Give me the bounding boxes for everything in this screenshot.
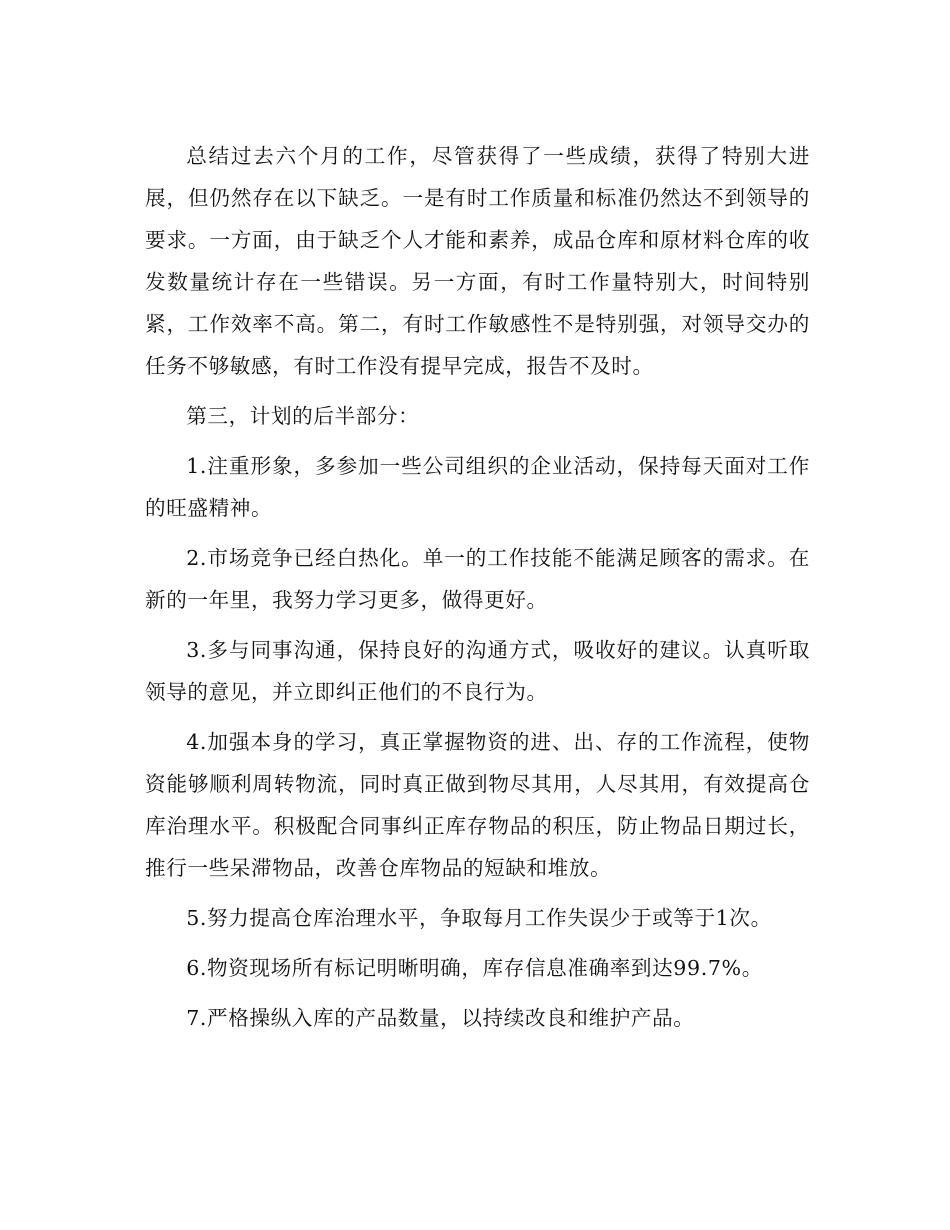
plan-item-6: 6.物资现场所有标记明晰明确，库存信息准确率到达99.7%。	[186, 956, 763, 980]
plan-heading-paragraph: 第三，计划的后半部分：	[186, 404, 420, 428]
document-body	[145, 135, 810, 1047]
plan-item-5: 5.努力提高仓库治理水平，争取每月工作失误少于或等于1次。	[186, 906, 772, 930]
plan-item-2: 2.市场竞争已经白热化。单一的工作技能不能满足顾客的需求。在新的一年里，我努力学习更多，做得更好。	[145, 546, 810, 612]
plan-item-3: 3.多与同事沟通，保持良好的沟通方式，吸收好的建议。认真听取领导的意见，并立即纠正他们的不良行为。	[145, 638, 810, 704]
plan-item-7: 7.严格操纵入库的产品数量，以持续改良和维护产品。	[186, 1006, 695, 1030]
plan-item-1: 1.注重形象，多参加一些公司组织的企业活动，保持每天面对工作的旺盛精神。	[145, 454, 810, 520]
summary-paragraph: 总结过去六个月的工作，尽管获得了一些成绩，获得了特别大进展，但仍然存在以下缺乏。一是有时工作质量和标准仍然达不到领导的要求。一方面，由于缺乏个人才能和素养，成品仓库和原材料仓库的收发数量统计存在一些错误。另一方面，有时工作量特别大，时间特别紧，工作效率不高。第二，有时工作敏感性不是特别强，对领导交办的任务不够敏感，有时工作没有提早完成，报告不及时。	[145, 144, 810, 378]
plan-item-4: 4.加强本身的学习，真正掌握物资的进、出、存的工作流程，使物资能够顺利周转物流，同时真正做到物尽其用，人尽其用，有效提高仓库治理水平。积极配合同事纠正库存物品的积压，防止物品日期过长，推行一些呆滞物品，改善仓库物品的短缺和堆放。	[145, 730, 810, 880]
